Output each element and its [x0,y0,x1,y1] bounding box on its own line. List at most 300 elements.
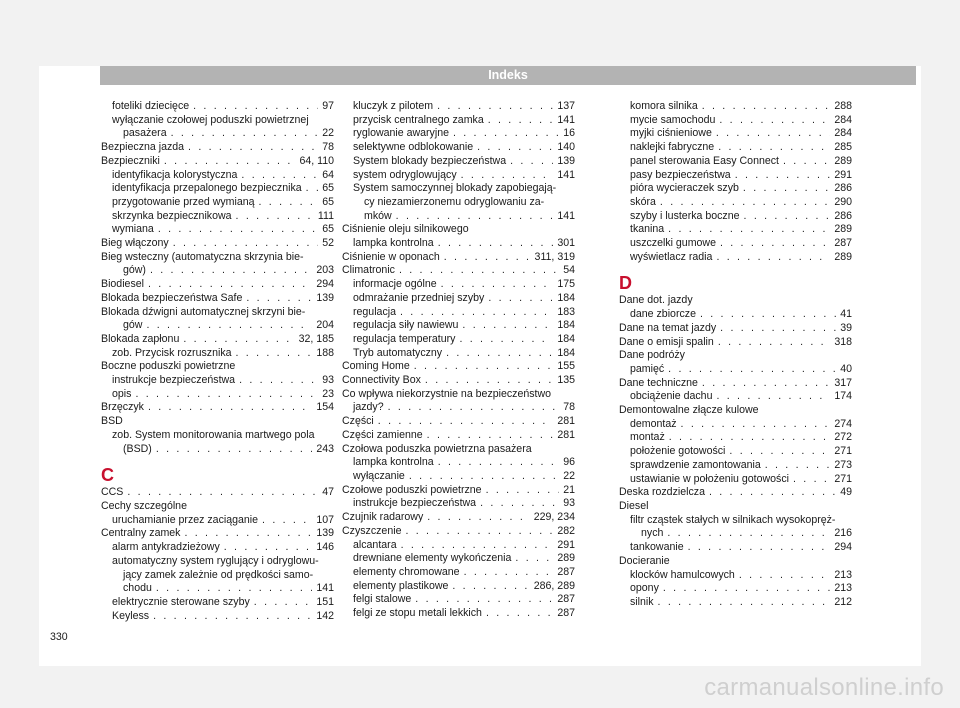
section-letter: C [101,465,114,486]
index-entry [101,388,334,402]
index-entry [619,141,852,155]
dot-leader [702,100,831,114]
index-entry [101,486,334,500]
dot-leader [793,473,830,487]
index-entry [342,141,575,155]
index-column-1 [101,100,334,623]
dot-leader [396,210,554,224]
entry-page-ref: 274 [834,417,852,430]
dot-leader [135,388,318,402]
entry-label: Centralny zamek [101,527,181,540]
index-entry [619,390,852,404]
entry-page-ref: 32, 185 [298,332,334,345]
index-entry [342,497,575,511]
entry-label: felgi ze stopu metali lekkich [353,607,482,620]
entry-page-ref: 184 [557,319,575,332]
entry-label: przygotowanie przed wymianą [112,195,255,208]
entry-label: wymiana [112,223,154,236]
dot-leader [459,333,553,347]
index-entry [101,319,334,333]
dot-leader [246,292,312,306]
entry-label: Bezpieczna jazda [101,141,185,154]
index-entry [101,610,334,624]
index-entry [342,401,575,415]
index-entry [342,552,575,566]
index-entry [342,127,575,141]
dot-leader [183,333,294,347]
index-entry [619,155,852,169]
index-heading: Boczne poduszki powietrzne [101,360,236,373]
dot-leader [153,610,312,624]
entry-page-ref: 22 [563,469,575,482]
index-entry [101,514,334,528]
entry-page-ref: 65 [322,195,334,208]
index-entry [101,596,334,610]
entry-label: selektywne odblokowanie [353,141,474,154]
entry-page-ref: 271 [834,472,852,485]
index-entry [619,541,852,555]
entry-page-ref: 204 [316,319,334,332]
index-entry [342,484,575,498]
dot-leader [464,566,554,580]
entry-label: Blokada bezpieczeństwa Safe [101,291,243,304]
entry-label: uszczelki gumowe [630,237,716,250]
dot-leader [405,525,553,539]
dot-leader [193,100,318,114]
entry-label: informacje ogólne [353,278,437,291]
index-entry [101,237,334,251]
entry-label: jazdy? [353,401,384,414]
entry-label: Brzęczyk [101,401,144,414]
index-heading: zob. System monitorowania martwego pola [112,428,315,441]
entry-label: instrukcje bezpieczeństwa [112,374,236,387]
entry-page-ref: 213 [834,582,852,595]
entry-page-ref: 286, 289 [533,579,575,592]
entry-label: montaż [630,431,665,444]
entry-page-ref: 287 [557,607,575,620]
index-entry [619,377,852,391]
entry-page-ref: 216 [834,527,852,540]
entry-page-ref: 47 [322,486,334,499]
entry-label: regulacja siły nawiewu [353,319,459,332]
index-entry [101,347,334,361]
dot-leader [427,429,554,443]
dot-leader [765,459,831,473]
entry-label: regulacja [353,305,396,318]
index-entry [619,363,852,377]
entry-page-ref: 289 [557,552,575,565]
entry-label: pamięć [630,362,665,375]
dot-leader [127,486,318,500]
entry-page-ref: 184 [557,291,575,304]
dot-leader [156,443,312,457]
entry-page-ref: 317 [834,376,852,389]
entry-label: Deska rozdzielcza [619,486,705,499]
index-entry [342,251,575,265]
entry-page-ref: 203 [316,264,334,277]
entry-label: gów [123,319,143,332]
dot-leader [486,607,553,621]
entry-label: odmrażanie przedniej szyby [353,291,485,304]
index-entry [101,527,334,541]
dot-leader [171,127,319,141]
entry-label: pasy bezpieczeństwa [630,168,731,181]
dot-leader [668,223,830,237]
entry-page-ref: 139 [316,291,334,304]
dot-leader [236,347,313,361]
dot-leader [716,390,830,404]
entry-page-ref: 294 [834,541,852,554]
entry-page-ref: 23 [322,387,334,400]
entry-label: pasażera [123,127,167,140]
entry-label: Czyszczenie [342,524,402,537]
entry-page-ref: 188 [316,346,334,359]
index-entry [101,541,334,555]
entry-page-ref: 311, 319 [534,250,575,263]
index-entry [619,237,852,251]
index-entry [101,196,334,210]
entry-label: opis [112,387,132,400]
entry-label: wyświetlacz radia [630,250,713,263]
entry-page-ref: 139 [557,154,575,167]
entry-page-ref: 93 [563,497,575,510]
entry-label: klocków hamulcowych [630,568,735,581]
entry-label: panel sterowania Easy Connect [630,154,779,167]
entry-label: Climatronic [342,264,395,277]
index-entry [342,292,575,306]
entry-page-ref: 21 [563,483,575,496]
dot-leader [743,182,830,196]
entry-page-ref: 49 [840,486,852,499]
entry-page-ref: 141 [557,168,575,181]
dot-leader [378,415,554,429]
entry-label: instrukcje bezpieczeństwa [353,497,477,510]
entry-page-ref: 22 [322,127,334,140]
index-entry [342,237,575,251]
entry-page-ref: 291 [557,538,575,551]
entry-page-ref: 287 [834,237,852,250]
dot-leader [148,278,312,292]
entry-page-ref: 287 [557,593,575,606]
index-entry [342,210,575,224]
entry-page-ref: 175 [557,278,575,291]
entry-page-ref: 286 [834,209,852,222]
index-entry [342,607,575,621]
dot-leader [681,418,831,432]
dot-leader [164,155,296,169]
index-entry [101,210,334,224]
entry-label: alarm antykradzieżowy [112,541,220,554]
index-entry [619,445,852,459]
index-entry [101,100,334,114]
index-heading: Blokada dźwigni automatycznej skrzyni bie- [101,305,306,318]
dot-leader [399,264,559,278]
index-entry [342,114,575,128]
index-entry [342,360,575,374]
dot-leader [720,322,836,336]
index-entry [619,527,852,541]
index-entry [619,322,852,336]
dot-leader [718,336,831,350]
index-entry [342,264,575,278]
entry-label: opony [630,582,659,595]
dot-leader [452,580,529,594]
entry-label: identyfikacja kolorystyczna [112,168,238,181]
entry-page-ref: 64, 110 [299,154,334,167]
entry-page-ref: 272 [834,431,852,444]
entry-label: regulacja temperatury [353,332,456,345]
entry-label: Bezpieczniki [101,154,160,167]
entry-page-ref: 41 [840,308,852,321]
entry-label: drewniane elementy wykończenia [353,552,512,565]
index-entry [619,308,852,322]
dot-leader [146,319,312,333]
entry-page-ref: 140 [557,141,575,154]
index-heading: System samoczynnej blokady zapobiegają- [353,182,557,195]
index-entry [101,223,334,237]
entry-label: elementy plastikowe [353,579,449,592]
entry-page-ref: 286 [834,182,852,195]
dot-leader [425,374,553,388]
entry-page-ref: 96 [563,456,575,469]
entry-label: foteliki dziecięce [112,100,190,112]
entry-page-ref: 289 [834,154,852,167]
entry-label: Ciśnienie w oponach [342,250,440,263]
entry-page-ref: 93 [322,374,334,387]
dot-leader [660,196,830,210]
dot-leader [400,306,553,320]
dot-leader [668,363,836,377]
entry-page-ref: 284 [834,113,852,126]
dot-leader [783,155,830,169]
index-entry [101,374,334,388]
entry-label: Bieg włączony [101,237,169,250]
entry-page-ref: 151 [316,595,334,608]
dot-leader [480,497,559,511]
entry-label: szyby i lusterka boczne [630,209,740,222]
dot-leader [427,511,530,525]
entry-page-ref: 183 [557,305,575,318]
index-entry [619,582,852,596]
entry-page-ref: 78 [322,141,334,154]
dot-leader [716,127,830,141]
entry-page-ref: 301 [557,237,575,250]
index-entry [619,127,852,141]
entry-label: Blokada zapłonu [101,332,180,345]
index-entry [342,566,575,580]
dot-leader [718,141,830,155]
dot-leader [262,514,312,528]
dot-leader [241,169,318,183]
entry-label: Tryb automatyczny [353,346,443,359]
entry-label: zob. Przycisk rozrusznika [112,346,232,359]
index-entry [619,459,852,473]
dot-leader [415,593,553,607]
index-entry [342,580,575,594]
entry-label: ryglowanie awaryjne [353,127,449,140]
entry-page-ref: 174 [834,390,852,403]
index-heading: Dane podróży [619,349,685,362]
entry-page-ref: 111 [317,209,334,222]
dot-leader [446,347,553,361]
index-entry [619,431,852,445]
entry-label: tkanina [630,223,665,236]
index-entry [619,596,852,610]
dot-leader [444,251,531,265]
entry-label: kluczyk z pilotem [353,100,434,112]
entry-page-ref: 155 [557,360,575,373]
entry-page-ref: 97 [322,100,334,112]
entry-page-ref: 54 [563,264,575,277]
dot-leader [486,484,560,498]
dot-leader [702,377,830,391]
entry-page-ref: 294 [316,278,334,291]
index-heading: automatyczny system ryglujący i odryglowu- [112,554,319,567]
index-entry [619,336,852,350]
entry-label: skrzynka bezpiecznikowa [112,209,232,222]
index-entry [342,278,575,292]
index-entry [342,306,575,320]
entry-label: naklejki fabryczne [630,141,715,154]
dot-leader [669,431,831,445]
entry-page-ref: 65 [322,182,334,195]
entry-page-ref: 184 [557,332,575,345]
index-entry [101,443,334,457]
index-entry [619,210,852,224]
index-entry [619,100,852,114]
dot-leader [667,527,830,541]
dot-leader [239,374,318,388]
dot-leader [236,210,314,224]
entry-label: wyłączanie [353,469,405,482]
entry-page-ref: 154 [316,401,334,414]
entry-label: identyfikacja przepalonego bezpiecznika [112,182,302,195]
entry-page-ref: 39 [840,321,852,334]
index-entry [342,539,575,553]
index-entry [342,456,575,470]
dot-leader [658,596,831,610]
index-entry [342,525,575,539]
entry-page-ref: 135 [557,374,575,387]
index-entry [342,593,575,607]
dot-leader [709,486,836,500]
entry-page-ref: 142 [316,609,334,622]
index-entry [342,169,575,183]
index-heading: jący zamek zależnie od prędkości samo- [123,568,314,581]
entry-label: silnik [630,595,654,608]
section-letter: D [619,273,632,294]
entry-label: Dane na temat jazdy [619,321,717,334]
entry-page-ref: 229, 234 [533,511,575,524]
page-title: Indeks [488,68,528,82]
entry-label: chodu [123,582,152,595]
index-entry [619,182,852,196]
entry-label: sprawdzenie zamontowania [630,458,761,471]
index-entry [619,251,852,265]
entry-label: ustawianie w położeniu gotowości [630,472,789,485]
entry-page-ref: 282 [557,524,575,537]
entry-label: myjki ciśnieniowe [630,127,712,140]
dot-leader [188,141,318,155]
entry-page-ref: 107 [316,513,334,526]
entry-page-ref: 212 [834,595,852,608]
index-entry [101,292,334,306]
entry-label: felgi stalowe [353,593,412,606]
index-entry [619,223,852,237]
entry-label: Dane techniczne [619,376,698,389]
index-entry [101,278,334,292]
dot-leader [720,237,830,251]
dot-leader [438,237,554,251]
entry-page-ref: 281 [557,415,575,428]
entry-page-ref: 139 [316,527,334,540]
entry-label: lampka kontrolna [353,456,434,469]
entry-label: Części [342,415,374,428]
dot-leader [462,319,553,333]
dot-leader [148,401,312,415]
entry-label: uruchamianie przez zaciąganie [112,513,259,526]
dot-leader [173,237,318,251]
index-heading: Docieranie [619,554,670,567]
index-heading: Ciśnienie oleju silnikowego [342,223,469,236]
entry-page-ref: 285 [834,141,852,154]
entry-label: komora silnika [630,100,698,112]
index-heading: cy niezamierzonemu odryglowaniu za- [364,195,545,208]
index-heading: Bieg wsteczny (automatyczna skrzynia bie- [101,250,304,263]
entry-label: tankowanie [630,541,684,554]
entry-label: system odryglowujący [353,168,457,181]
index-entry [342,470,575,484]
index-entry [101,582,334,596]
index-entry [342,429,575,443]
index-entry [619,569,852,583]
entry-label: lampka kontrolna [353,237,434,250]
index-entry [342,374,575,388]
entry-label: Biodiesel [101,278,144,291]
entry-page-ref: 137 [557,100,575,112]
entry-label: Keyless [112,609,150,622]
index-entry [342,155,575,169]
dot-leader [739,569,831,583]
index-entry [619,114,852,128]
entry-label: elementy chromowane [353,565,460,578]
entry-page-ref: 289 [834,250,852,263]
entry-label: przycisk centralnego zamka [353,113,484,126]
dot-leader [515,552,553,566]
index-entry [342,319,575,333]
dot-leader [437,100,553,114]
entry-label: położenie gotowości [630,445,726,458]
entry-page-ref: 284 [834,127,852,140]
entry-page-ref: 273 [834,458,852,471]
dot-leader [477,141,553,155]
entry-page-ref: 271 [834,445,852,458]
entry-label: Connectivity Box [342,374,421,387]
entry-page-ref: 184 [557,346,575,359]
entry-page-ref: 40 [840,362,852,375]
dot-leader [735,169,831,183]
index-entry [101,127,334,141]
entry-page-ref: 289 [834,223,852,236]
dot-leader [150,264,312,278]
entry-label: System blokady bezpieczeństwa [353,154,507,167]
entry-page-ref: 318 [834,335,852,348]
dot-leader [744,210,831,224]
index-entry [342,100,575,114]
entry-page-ref: 52 [322,237,334,250]
index-heading: Diesel [619,499,649,512]
dot-leader [184,527,312,541]
